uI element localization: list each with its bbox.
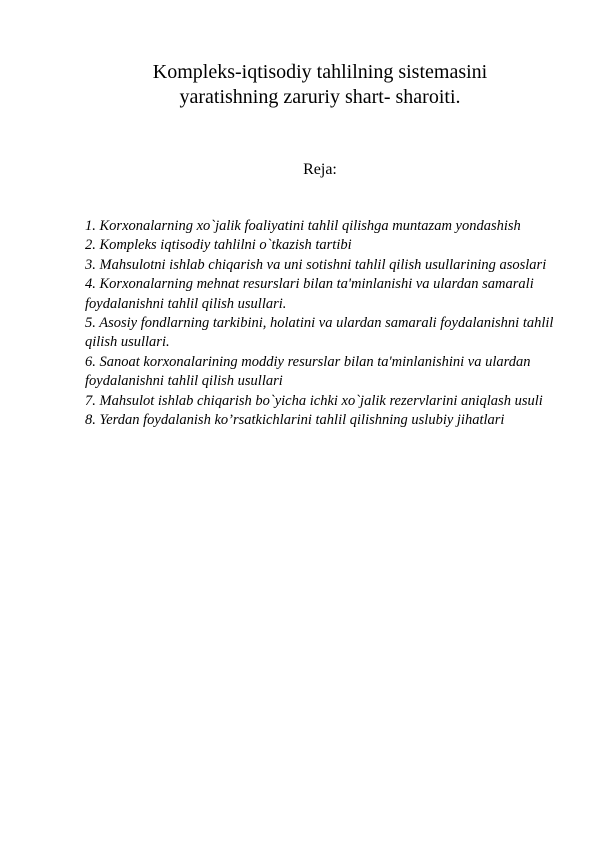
plan-item: 8. Yerdan foydalanish ko’rsatkichlarini tahlil qilishning uslubiy jihatlari (85, 412, 505, 429)
plan-heading: Reja: (303, 161, 337, 178)
plan-item: 7. Mahsulot ishlab chiqarish bo`yicha ichki xo`jalik rezervlarini aniqlash usuli (85, 392, 543, 409)
plan-item: 2. Kompleks iqtisodiy tahlilni o`tkazish tartibi (85, 237, 352, 254)
plan-list (85, 217, 565, 430)
plan-item: 5. Asosiy fondlarning tarkibini, holatini va ulardan samarali foydalanishni tahlil qilish usullari. (85, 315, 554, 351)
document-title (0, 60, 596, 110)
document-title-line-1: Kompleks-iqtisodiy tahlilning sistemasini (152, 61, 488, 83)
plan-item: 1. Korxonalarning xo`jalik foaliyatini tahlil qilishga muntazam yondashish (85, 218, 521, 234)
document-title-line-2: yaratishning zaruriy shart- sharoiti. (179, 86, 461, 108)
plan-item: 4. Korxonalarning mehnat resurslari bilan ta'minlanishi va ulardan samarali foydalanishni tahlil qilish usullari. (85, 276, 534, 312)
plan-item: 6. Sanoat korxonalarining moddiy resurslar bilan ta'minlanishini va ulardan foydalanishni tahlil qilish usullari (85, 353, 531, 390)
plan-item: 3. Mahsulotni ishlab chiqarish va uni sotishni tahlil qilish usullarining asoslari (85, 256, 547, 273)
